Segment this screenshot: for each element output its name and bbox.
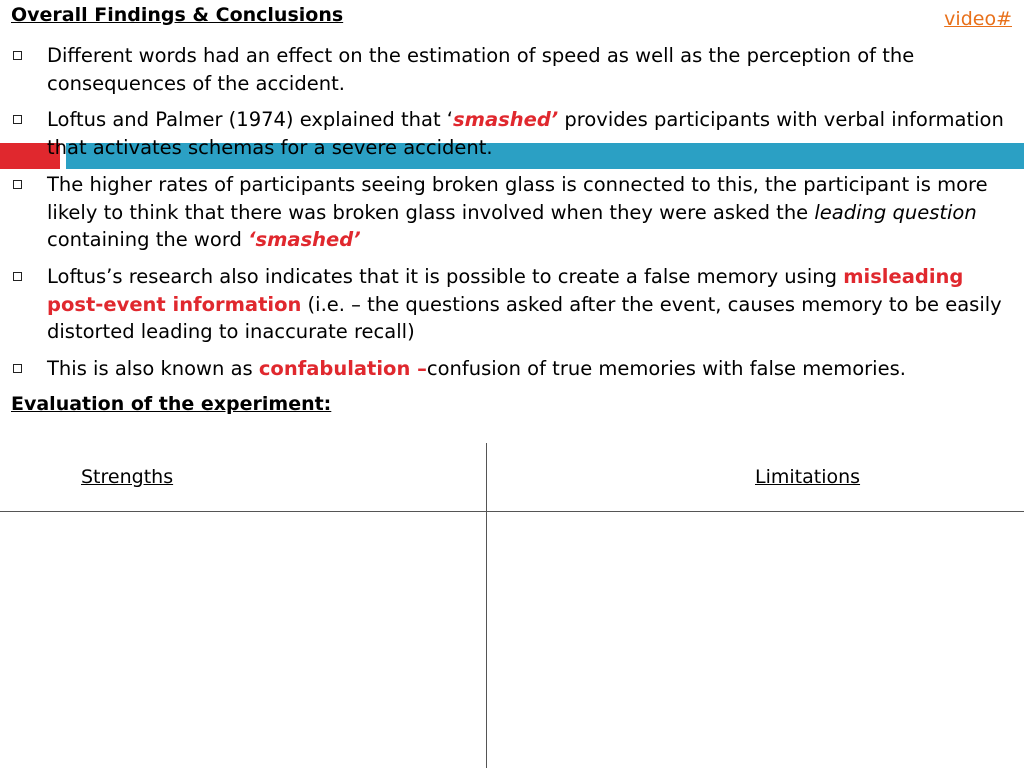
strengths-column-header: Strengths <box>81 466 174 488</box>
bullet-item <box>13 106 1013 161</box>
highlight-misleading-info: misleading post-event information <box>47 265 964 316</box>
bullet-text: Different words had an effect on the estimation of speed as well as the perception of the consequences of the accident. <box>47 44 915 95</box>
bullet-item <box>13 171 1013 254</box>
bullet-item <box>13 263 1013 346</box>
bullet-item <box>13 42 1013 97</box>
slide-title: Overall Findings & Conclusions <box>11 4 344 26</box>
bullet-item <box>13 355 1013 383</box>
limitations-cell <box>487 512 1024 768</box>
square-bullet-icon <box>13 364 22 373</box>
highlight-smashed: ‘smashed’ <box>248 228 361 251</box>
bullet-text: The higher rates of participants seeing broken glass is connected to this, the participant is more likely to think that there was broken glass involved when they were asked the leading question containing the word ‘smashed’ <box>47 173 988 251</box>
square-bullet-icon <box>13 115 22 124</box>
video-link[interactable]: video# <box>944 8 1012 30</box>
square-bullet-icon <box>13 180 22 189</box>
italic-leading-question: leading question <box>814 200 977 224</box>
highlight-confabulation: confabulation – <box>258 357 427 380</box>
strengths-cell <box>0 512 486 768</box>
bullet-text: This is also known as confabulation –confusion of true memories with false memories. <box>47 357 906 380</box>
bullet-text: Loftus’s research also indicates that it is possible to create a false memory using misleading post-event information (i.e. – the questions asked after the event, causes memory to be easily distorted leading to inaccurate recall) <box>47 265 1002 343</box>
square-bullet-icon <box>13 272 22 281</box>
square-bullet-icon <box>13 51 22 60</box>
limitations-column-header: Limitations <box>755 466 861 488</box>
highlight-smashed: smashed’ <box>453 108 559 131</box>
bullet-text: Loftus and Palmer (1974) explained that ‘smashed’ provides participants with verbal information that activates schemas for a severe accident. <box>47 108 1004 159</box>
evaluation-heading: Evaluation of the experiment: <box>11 393 332 415</box>
